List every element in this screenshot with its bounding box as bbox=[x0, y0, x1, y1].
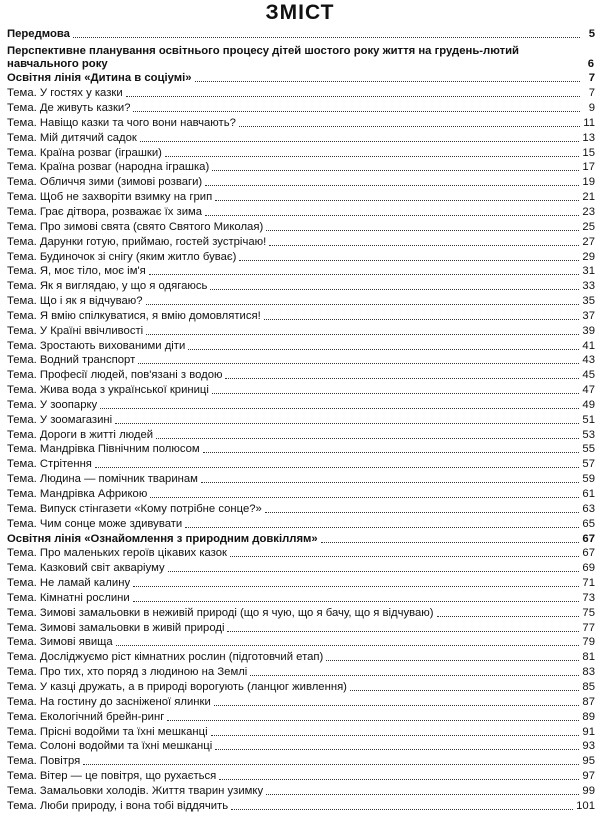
toc-entry-title: Тема. Навіщо казки та чого вони навчають? bbox=[7, 116, 236, 129]
toc-entry-page: 71 bbox=[582, 577, 595, 590]
toc-entry-page: 41 bbox=[582, 339, 595, 352]
toc-entry-title: Тема. Чим сонце може здивувати bbox=[7, 517, 183, 530]
toc-entry-page: 81 bbox=[582, 651, 595, 664]
toc-entry bbox=[7, 724, 595, 739]
toc-entry-title: Тема. У зоопарку bbox=[7, 398, 98, 411]
toc-entry-page: 17 bbox=[582, 161, 595, 174]
toc-entry-page: 67 bbox=[582, 547, 595, 560]
toc-entry-title: Тема. Я, моє тіло, моє ім'я bbox=[7, 265, 146, 278]
toc-entry-page: 15 bbox=[582, 146, 595, 159]
dot-leader bbox=[219, 779, 579, 780]
toc-entry-title: Тема. У зоомагазині bbox=[7, 413, 113, 426]
dot-leader bbox=[133, 601, 580, 602]
toc-entry bbox=[7, 753, 595, 768]
toc-entry bbox=[7, 739, 595, 754]
dot-leader bbox=[146, 334, 579, 335]
toc-entry bbox=[7, 798, 595, 813]
dot-leader bbox=[138, 363, 579, 364]
toc-entry-title: Тема. Мій дитячий садок bbox=[7, 131, 137, 144]
toc-entry-page: 49 bbox=[582, 398, 595, 411]
toc-entry-title: Тема. Професії людей, пов'язані з водою bbox=[7, 369, 223, 382]
toc-entry bbox=[7, 367, 595, 382]
toc-entry-title: Тема. Зимові замальовки в живій природі bbox=[7, 621, 225, 634]
toc-entry-page: 89 bbox=[582, 710, 595, 723]
toc-entry bbox=[7, 635, 595, 650]
dot-leader bbox=[227, 631, 579, 632]
toc-entry bbox=[7, 234, 595, 249]
toc-entry-title: Тема. Обличчя зими (зимові розваги) bbox=[7, 176, 203, 189]
toc-entry-page: 33 bbox=[582, 280, 595, 293]
toc-entry bbox=[7, 546, 595, 561]
toc-entry-page: 79 bbox=[582, 636, 595, 649]
dot-leader bbox=[326, 660, 579, 661]
toc-entry-page: 21 bbox=[582, 191, 595, 204]
toc-entry bbox=[7, 71, 595, 86]
toc-entry-page: 27 bbox=[582, 235, 595, 248]
toc-entry-title: Тема. Зимові явища bbox=[7, 636, 113, 649]
toc-entry-title: Тема. Не ламай калину bbox=[7, 577, 131, 590]
dot-leader bbox=[321, 542, 580, 543]
toc-entry-page: 57 bbox=[582, 458, 595, 471]
toc-entry-page: 29 bbox=[582, 250, 595, 263]
toc-entry-page: 11 bbox=[583, 116, 595, 129]
toc-entry-title: Тема. Мандрівка Північним полюсом bbox=[7, 443, 200, 456]
toc-entry-title: Тема. Грає дітвора, розважає їх зима bbox=[7, 205, 203, 218]
toc-entry bbox=[7, 382, 595, 397]
dot-leader bbox=[185, 527, 579, 528]
toc-entry bbox=[7, 278, 595, 293]
dot-leader bbox=[116, 645, 580, 646]
toc-entry-title: Тема. Дороги в житті людей bbox=[7, 428, 154, 441]
toc-entry-title: Тема. Екологічний брейн-ринг bbox=[7, 710, 165, 723]
toc-entry bbox=[7, 397, 595, 412]
toc-entry bbox=[7, 471, 595, 486]
dot-leader bbox=[73, 37, 580, 38]
dot-leader bbox=[168, 571, 580, 572]
dot-leader bbox=[100, 408, 579, 409]
toc-entry-page: 101 bbox=[576, 799, 595, 812]
toc-entry-page: 75 bbox=[582, 606, 595, 619]
dot-leader bbox=[203, 452, 580, 453]
toc-entry bbox=[7, 100, 595, 115]
toc-entry-title: Тема. Повітря bbox=[7, 755, 81, 768]
dot-leader bbox=[83, 764, 579, 765]
toc-entry-title: Тема. Мандрівка Африкою bbox=[7, 488, 148, 500]
toc-entry-title: Тема. Казковий світ акваріуму bbox=[7, 562, 165, 575]
toc-entry-title: Тема. Про тих, хто поряд з людиною на Землі bbox=[7, 666, 248, 679]
toc-entry-page: 73 bbox=[582, 591, 595, 604]
dot-leader bbox=[264, 319, 580, 320]
dot-leader bbox=[133, 111, 580, 112]
toc-entry bbox=[7, 679, 595, 694]
toc-entry-title: Тема. Люби природу, і вона тобі віддячить bbox=[7, 799, 229, 812]
dot-leader bbox=[126, 96, 580, 97]
toc-entry-page: 67 bbox=[582, 532, 595, 545]
toc-entry-page: 95 bbox=[582, 755, 595, 768]
toc-entry-page: 97 bbox=[582, 770, 595, 783]
dot-leader bbox=[214, 705, 580, 706]
dot-leader bbox=[215, 200, 579, 201]
toc-entry bbox=[7, 85, 595, 100]
toc-entry-title: Тема. У гостях у казки bbox=[7, 87, 123, 100]
toc-entry-page: 23 bbox=[582, 205, 595, 218]
toc-entry-page: 35 bbox=[582, 295, 595, 308]
toc-entry-title: Тема. Водний транспорт bbox=[7, 354, 136, 367]
toc-entry-page: 9 bbox=[588, 102, 595, 115]
page-title: ЗМІСТ bbox=[265, 1, 335, 24]
toc-entry bbox=[7, 308, 595, 323]
toc-entry bbox=[7, 531, 595, 546]
toc-entry-page: 93 bbox=[582, 740, 595, 753]
toc-entry-title: Перспективне планування освітнього процесу дітей шостого року життя на грудень-лютий навчального року bbox=[7, 44, 519, 70]
toc-entry-title: Тема. Солоні водойми та їхні мешканці bbox=[7, 740, 213, 753]
dot-leader bbox=[231, 809, 573, 810]
toc-entry bbox=[7, 709, 595, 724]
toc-entry-page: 51 bbox=[582, 413, 595, 426]
toc-entry bbox=[7, 189, 595, 204]
dot-leader bbox=[265, 512, 580, 513]
toc-entry-page: 59 bbox=[582, 473, 595, 486]
dot-leader bbox=[239, 260, 579, 261]
dot-leader bbox=[140, 141, 580, 142]
toc-entry-title: Тема. Як я виглядаю, у що я одягаюсь bbox=[7, 280, 208, 293]
toc-entry-page: 45 bbox=[582, 369, 595, 382]
toc-entry-page: 69 bbox=[582, 562, 595, 575]
dot-leader bbox=[239, 126, 580, 127]
toc-entry-page: 87 bbox=[582, 695, 595, 708]
toc-entry-title: Тема. Людина — помічник тваринам bbox=[7, 473, 198, 486]
toc-entry-page: 99 bbox=[582, 784, 595, 797]
dot-leader bbox=[211, 735, 580, 736]
toc-entry-title: Тема. Зимові замальовки в неживій природі (що я чую, що я бачу, що я відчуваю) bbox=[7, 606, 434, 619]
dot-leader bbox=[212, 393, 580, 394]
dot-leader bbox=[230, 556, 579, 557]
toc-entry-title: Тема. Країна розваг (іграшки) bbox=[7, 146, 162, 159]
toc-entry bbox=[7, 560, 595, 575]
toc-entry bbox=[7, 442, 595, 457]
toc-entry-title: Тема. Кімнатні рослини bbox=[7, 591, 130, 604]
dot-leader bbox=[201, 482, 580, 483]
dot-leader bbox=[266, 230, 579, 231]
dot-leader bbox=[156, 438, 579, 439]
toc-entry-title: Тема. Вітер — це повітря, що рухається bbox=[7, 770, 217, 783]
toc-entry-page: 85 bbox=[582, 680, 595, 693]
toc-entry bbox=[7, 649, 595, 664]
toc-entry-page: 53 bbox=[582, 428, 595, 441]
toc-entry-page: 6 bbox=[587, 57, 594, 70]
dot-leader bbox=[150, 497, 579, 498]
dot-leader bbox=[225, 378, 579, 379]
toc-entry-page: 31 bbox=[582, 265, 595, 278]
dot-leader bbox=[350, 690, 579, 691]
dot-leader bbox=[195, 81, 580, 82]
toc-entry-title: Тема. Прісні водойми та їхні мешканці bbox=[7, 725, 208, 738]
toc-entry-page: 19 bbox=[582, 176, 595, 189]
toc-entry-page: 5 bbox=[588, 27, 595, 40]
dot-leader bbox=[167, 720, 579, 721]
toc-entry bbox=[7, 694, 595, 709]
dot-leader bbox=[266, 794, 579, 795]
toc-entry-page: 61 bbox=[582, 488, 595, 500]
toc-entry-page: 43 bbox=[582, 354, 595, 367]
toc-entry-page: 65 bbox=[582, 517, 595, 530]
toc-entry bbox=[7, 783, 595, 798]
toc-entry bbox=[7, 590, 595, 605]
toc-entry-page: 83 bbox=[582, 666, 595, 679]
toc-entry-title: Тема. У казці дружать, а в природі ворогують (ланцюг живлення) bbox=[7, 680, 347, 693]
toc-entry-title: Передмова bbox=[7, 27, 70, 40]
table-of-contents bbox=[7, 26, 595, 813]
toc-entry bbox=[7, 412, 595, 427]
toc-entry bbox=[7, 160, 595, 175]
toc-entry-page: 37 bbox=[582, 309, 595, 322]
toc-entry bbox=[7, 249, 595, 264]
dot-leader bbox=[115, 423, 579, 424]
toc-entry bbox=[7, 145, 595, 160]
toc-entry bbox=[7, 427, 595, 442]
toc-entry bbox=[7, 219, 595, 234]
toc-entry bbox=[7, 323, 595, 338]
toc-entry-page: 91 bbox=[582, 725, 595, 738]
toc-entry-page: 63 bbox=[582, 502, 595, 515]
toc-entry-title: Тема. Досліджуємо ріст кімнатних рослин (підготовчий етап) bbox=[7, 651, 324, 664]
dot-leader bbox=[205, 185, 579, 186]
toc-entry-page: 47 bbox=[582, 384, 595, 397]
toc-entry-title: Тема. Дарунки готую, приймаю, гостей зустрічаю! bbox=[7, 235, 267, 248]
dot-leader bbox=[205, 215, 579, 216]
toc-entry-page: 7 bbox=[588, 72, 595, 85]
toc-entry-title: Тема. Про зимові свята (свято Святого Миколая) bbox=[7, 220, 264, 233]
toc-entry bbox=[7, 41, 595, 71]
dot-leader bbox=[95, 467, 579, 468]
toc-entry bbox=[7, 293, 595, 308]
toc-entry-title: Тема. У Країні ввічливості bbox=[7, 324, 144, 337]
toc-entry bbox=[7, 26, 595, 41]
toc-entry bbox=[7, 130, 595, 145]
toc-entry-title: Тема. На гостину до засніженої ялинки bbox=[7, 695, 211, 708]
toc-entry bbox=[7, 664, 595, 679]
toc-entry bbox=[7, 501, 595, 516]
toc-entry-title: Тема. Замальовки холодів. Життя тварин узимку bbox=[7, 784, 264, 797]
toc-entry bbox=[7, 264, 595, 279]
toc-entry-title: Тема. Про маленьких героїв цікавих казок bbox=[7, 547, 227, 560]
dot-leader bbox=[188, 349, 579, 350]
toc-entry-title: Тема. Я вмію спілкуватися, я вмію домовлятися! bbox=[7, 309, 261, 322]
toc-entry bbox=[7, 605, 595, 620]
dot-leader bbox=[165, 156, 580, 157]
toc-entry bbox=[7, 516, 595, 531]
toc-entry bbox=[7, 338, 595, 353]
toc-entry-page: 55 bbox=[582, 443, 595, 456]
toc-entry bbox=[7, 620, 595, 635]
toc-entry-page: 7 bbox=[588, 87, 595, 100]
toc-entry-title: Тема. Країна розваг (народна іграшка) bbox=[7, 161, 210, 174]
dot-leader bbox=[250, 675, 579, 676]
dot-leader bbox=[215, 749, 579, 750]
toc-entry-title: Тема. Стрітення bbox=[7, 458, 92, 471]
toc-entry-page: 77 bbox=[582, 621, 595, 634]
toc-entry bbox=[7, 768, 595, 783]
toc-entry bbox=[7, 575, 595, 590]
toc-entry bbox=[7, 174, 595, 189]
dot-leader bbox=[149, 274, 580, 275]
toc-entry-title: Тема. Щоб не захворіти взимку на грип bbox=[7, 191, 213, 204]
toc-entry-title: Освітня лінія «Ознайомлення з природним довкіллям» bbox=[7, 532, 318, 545]
toc-entry-page: 13 bbox=[582, 131, 595, 144]
toc-entry-title: Тема. Де живуть казки? bbox=[7, 102, 131, 115]
toc-entry-title: Тема. Що і як я відчуваю? bbox=[7, 295, 143, 308]
toc-entry-page: 25 bbox=[582, 220, 595, 233]
toc-entry-title: Тема. Жива вода з української криниці bbox=[7, 384, 209, 397]
toc-entry-title: Тема. Випуск стінгазети «Кому потрібне сонце?» bbox=[7, 502, 262, 515]
toc-entry-title: Освітня лінія «Дитина в соціумі» bbox=[7, 72, 192, 85]
dot-leader bbox=[210, 289, 579, 290]
toc-entry-page: 39 bbox=[582, 324, 595, 337]
toc-entry bbox=[7, 115, 595, 130]
dot-leader bbox=[212, 170, 579, 171]
toc-entry-title: Тема. Зростають вихованими діти bbox=[7, 339, 186, 352]
dot-leader bbox=[146, 304, 580, 305]
toc-entry bbox=[7, 456, 595, 471]
toc-entry bbox=[7, 486, 595, 501]
toc-entry-title: Тема. Будиночок зі снігу (яким житло буває) bbox=[7, 250, 237, 263]
dot-leader bbox=[133, 586, 579, 587]
dot-leader bbox=[269, 245, 579, 246]
toc-entry bbox=[7, 353, 595, 368]
dot-leader bbox=[437, 616, 580, 617]
toc-entry bbox=[7, 204, 595, 219]
